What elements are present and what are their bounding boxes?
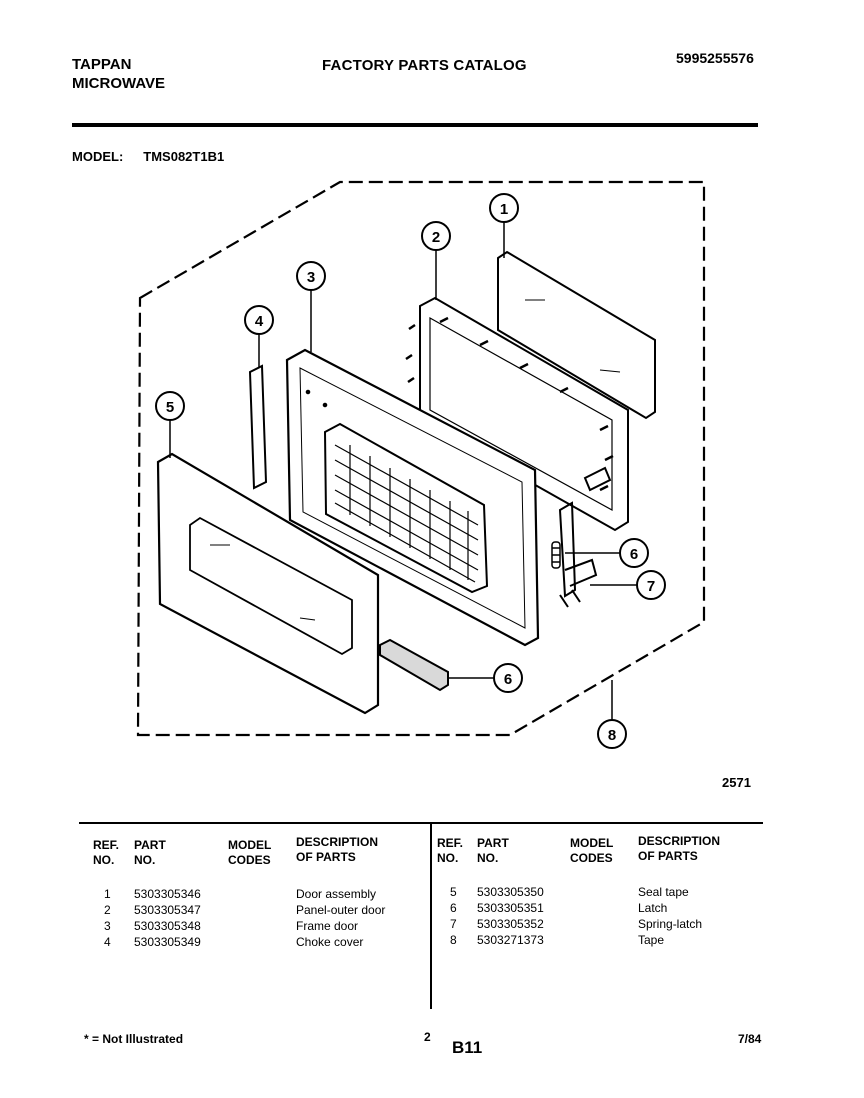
svg-text:6: 6 bbox=[503, 671, 513, 688]
right-ref-column bbox=[450, 884, 457, 948]
catalog-title: FACTORY PARTS CATALOG bbox=[322, 57, 527, 74]
left-desc-column bbox=[296, 886, 385, 950]
table-row: Latch bbox=[638, 901, 668, 915]
svg-text:1: 1 bbox=[499, 201, 509, 218]
table-row: 5 bbox=[450, 885, 457, 899]
table-row: 5303305352 bbox=[477, 917, 544, 931]
table-row: 5303271373 bbox=[477, 933, 544, 947]
catalog-number: 5995255576 bbox=[676, 50, 754, 66]
table-row: 5303305347 bbox=[134, 903, 201, 917]
model-header-left: MODEL CODES bbox=[228, 838, 272, 867]
svg-text:3: 3 bbox=[306, 269, 316, 286]
svg-text:8: 8 bbox=[607, 727, 617, 744]
table-row: 4 bbox=[104, 935, 111, 949]
table-row: Frame door bbox=[296, 919, 359, 933]
table-row: 2 bbox=[104, 903, 111, 917]
table-row: 1 bbox=[104, 887, 111, 901]
svg-text:2: 2 bbox=[431, 229, 441, 246]
ref-header-right: REF. NO. bbox=[437, 836, 464, 865]
table-row: Tape bbox=[638, 933, 665, 947]
brand-name: TAPPAN bbox=[72, 56, 132, 73]
left-ref-column bbox=[104, 886, 111, 950]
table-row: 5303305350 bbox=[477, 885, 544, 899]
spring-latch-part bbox=[552, 542, 560, 568]
table-row: 3 bbox=[104, 919, 111, 933]
callout-2 bbox=[156, 392, 184, 420]
part-header-left: PART NO. bbox=[134, 838, 166, 867]
table-rule bbox=[79, 822, 763, 824]
section-code: B11 bbox=[452, 1038, 483, 1057]
right-part-column bbox=[477, 884, 544, 948]
table-row: 7 bbox=[450, 917, 457, 931]
table-row: Door assembly bbox=[296, 887, 377, 901]
product-name: MICROWAVE bbox=[72, 75, 166, 92]
callout-8b bbox=[494, 664, 522, 692]
revision-date: 7/84 bbox=[738, 1032, 762, 1046]
seal-tape-part bbox=[498, 252, 655, 418]
right-desc-column bbox=[638, 884, 702, 948]
model-value: TMS082T1B1 bbox=[143, 149, 225, 164]
table-row: Choke cover bbox=[296, 935, 364, 949]
table-row: 5303305346 bbox=[134, 887, 201, 901]
desc-header-left: DESCRIPTION OF PARTS bbox=[296, 835, 379, 864]
callout-3 bbox=[297, 262, 325, 290]
left-part-column bbox=[134, 886, 201, 950]
table-row: 6 bbox=[450, 901, 457, 915]
callout-1 bbox=[598, 720, 626, 748]
table-divider bbox=[430, 824, 432, 1009]
table-row: Seal tape bbox=[638, 885, 689, 899]
ref-header-left: REF. NO. bbox=[93, 838, 120, 867]
page-number: 2 bbox=[424, 1030, 431, 1044]
table-row: Spring-latch bbox=[638, 917, 703, 931]
not-illustrated-note: * = Not Illustrated bbox=[84, 1032, 184, 1046]
table-row: 8 bbox=[450, 933, 457, 947]
table-row: Panel-outer door bbox=[296, 903, 386, 917]
table-row: 5303305348 bbox=[134, 919, 201, 933]
table-row: 5303305349 bbox=[134, 935, 201, 949]
model-label: MODEL: bbox=[72, 149, 124, 164]
callout-4 bbox=[422, 222, 450, 250]
svg-text:4: 4 bbox=[254, 313, 264, 330]
svg-text:5: 5 bbox=[165, 399, 175, 416]
callout-8a bbox=[245, 306, 273, 334]
svg-text:6: 6 bbox=[629, 546, 639, 563]
callout-5 bbox=[490, 194, 518, 222]
figure-number: 2571 bbox=[722, 775, 751, 790]
part-header-right: PART NO. bbox=[477, 836, 509, 865]
callout-7 bbox=[620, 539, 648, 567]
callout-6 bbox=[637, 571, 665, 599]
svg-text:7: 7 bbox=[646, 578, 656, 595]
model-header-right: MODEL CODES bbox=[570, 836, 614, 865]
table-row: 5303305351 bbox=[477, 901, 544, 915]
desc-header-right: DESCRIPTION OF PARTS bbox=[638, 834, 721, 863]
